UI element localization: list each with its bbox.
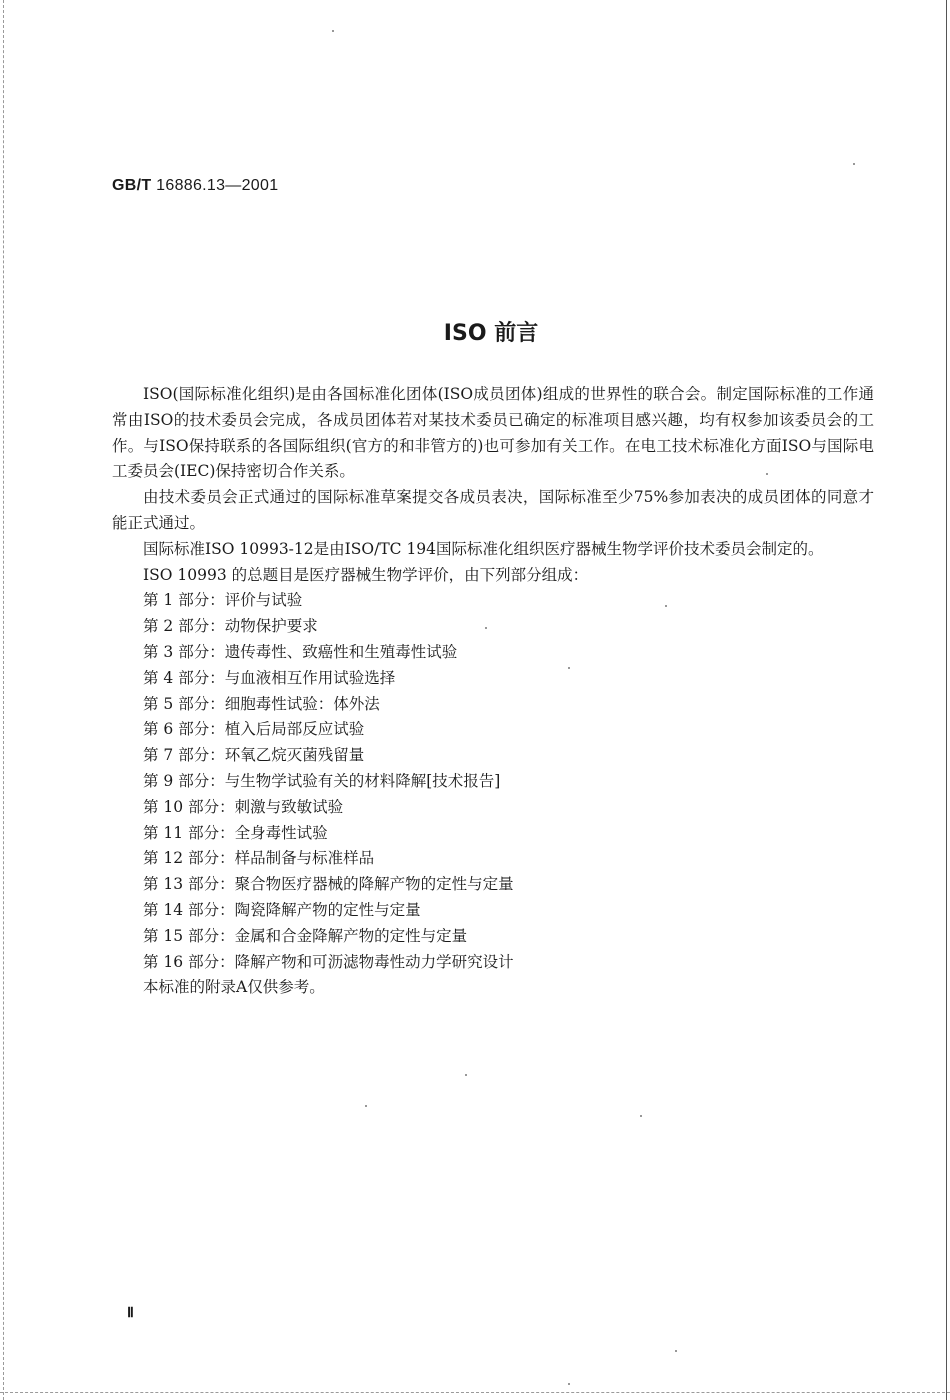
list-item: 第 3 部分：遗传毒性、致癌性和生殖毒性试验 xyxy=(143,642,458,661)
scan-right-edge xyxy=(946,0,947,1400)
scan-speck xyxy=(640,1115,642,1117)
appendix-note: 本标准的附录A仅供参考。 xyxy=(143,978,325,997)
list-item: 第 15 部分：金属和合金降解产物的定性与定量 xyxy=(143,926,468,945)
list-item: 第 5 部分：细胞毒性试验：体外法 xyxy=(143,694,380,713)
list-item: 第 10 部分：刺激与致敏试验 xyxy=(143,797,344,816)
list-item: 第 9 部分：与生物学试验有关的材料降解[技术报告] xyxy=(143,771,501,790)
list-item: 第 11 部分：全身毒性试验 xyxy=(143,823,328,842)
foreword-body xyxy=(112,382,874,1001)
list-item: 第 14 部分：陶瓷降解产物的定性与定量 xyxy=(143,900,421,919)
scan-speck xyxy=(665,605,667,607)
scan-speck xyxy=(332,30,334,32)
scan-left-edge xyxy=(3,0,4,1400)
scan-speck xyxy=(485,627,487,629)
list-item: 第 12 部分：样品制备与标准样品 xyxy=(143,849,375,868)
scan-speck xyxy=(365,1105,367,1107)
scan-speck xyxy=(766,473,768,475)
paragraph-iso-intro: ISO(国际标准化组织)是由各国标准化团体(ISO成员团体)组成的世界性的联合会。制定国际标准的工作通常由ISO的技术委员会完成，各成员团体若对某技术委员已确定的标准项目感兴趣，均有权参加该委员会的工作。与ISO保持联系的各国际组织(官方的和非管方的)也可参加有关工作。在电工技术标准化方面ISO与国际电工委员会(IEC)保持密切合作关系。 xyxy=(112,385,874,481)
list-item: 第 1 部分：评价与试验 xyxy=(143,591,303,610)
parts-intro: ISO 10993 的总题目是医疗器械生物学评价，由下列部分组成： xyxy=(143,565,589,584)
list-item: 第 2 部分：动物保护要求 xyxy=(143,617,318,636)
list-item: 第 16 部分：降解产物和可沥滤物毒性动力学研究设计 xyxy=(143,952,514,971)
standard-code-header xyxy=(112,177,278,195)
paragraph-committee: 国际标准ISO 10993-12是由ISO/TC 194国际标准化组织医疗器械生物学评价技术委员会制定的。 xyxy=(143,539,824,558)
page-title: ISO 前言 xyxy=(443,321,539,346)
list-item: 第 4 部分：与血液相互作用试验选择 xyxy=(143,668,396,687)
standard-code-number: 16886.13—2001 xyxy=(156,177,279,194)
list-item: 第 13 部分：聚合物医疗器械的降解产物的定性与定量 xyxy=(143,875,514,894)
scan-speck xyxy=(853,163,855,165)
scan-speck xyxy=(675,1350,677,1352)
list-item: 第 7 部分：环氧乙烷灭菌残留量 xyxy=(143,746,365,765)
page-number: Ⅱ xyxy=(127,1306,134,1321)
scan-bottom-edge xyxy=(0,1392,950,1393)
scan-speck xyxy=(568,1383,570,1385)
list-item: 第 6 部分：植入后局部反应试验 xyxy=(143,720,365,739)
scan-speck xyxy=(568,667,570,669)
scan-speck xyxy=(465,1074,467,1076)
standard-code-prefix: GB/T xyxy=(112,177,152,194)
paragraph-voting: 由技术委员会正式通过的国际标准草案提交各成员表决，国际标准至少75%参加表决的成员团体的同意才能正式通过。 xyxy=(112,488,874,532)
